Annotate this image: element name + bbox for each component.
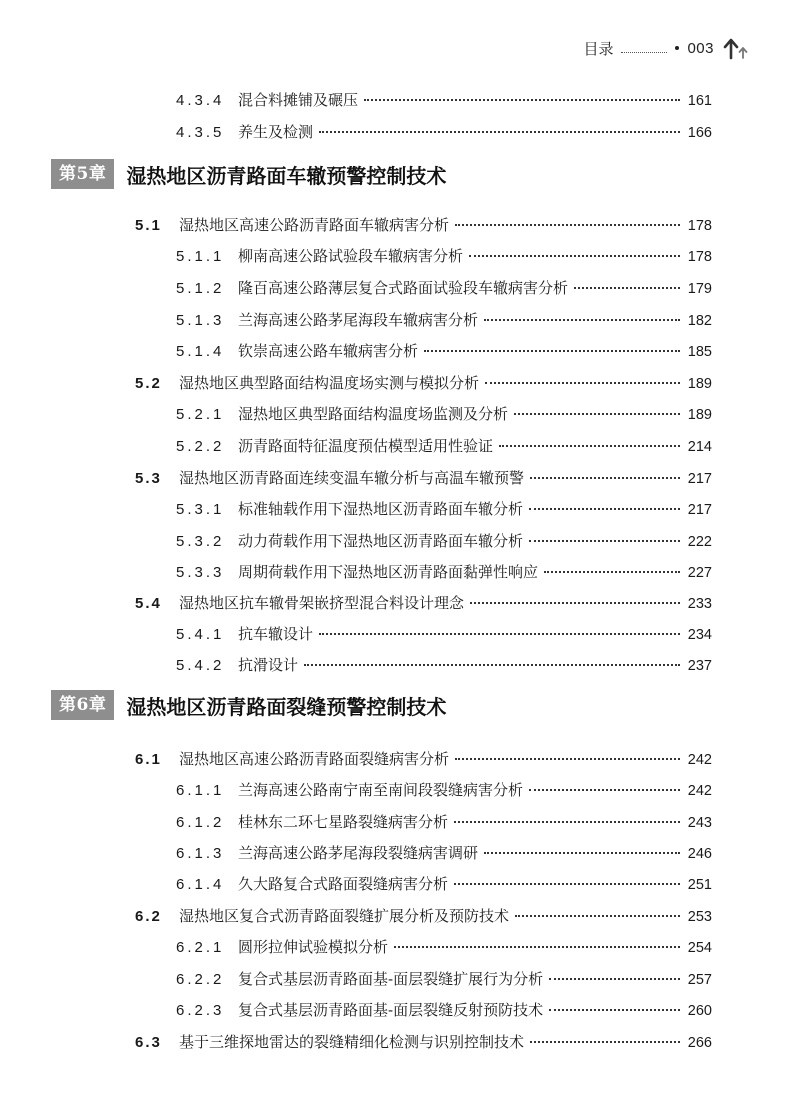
toc-subsection-entry[interactable] bbox=[176, 811, 712, 833]
entry-page-number: 182 bbox=[687, 313, 712, 329]
dot-leader bbox=[549, 1009, 680, 1011]
entry-page-number: 246 bbox=[687, 846, 712, 862]
entry-number: 6.1.4 bbox=[176, 876, 225, 893]
entry-title: 柳南高速公路试验段车辙病害分析 bbox=[238, 247, 464, 265]
entry-title: 周期荷载作用下湿热地区沥青路面黏弹性响应 bbox=[238, 563, 539, 581]
dot-leader bbox=[499, 445, 680, 447]
entry-title: 湿热地区典型路面结构温度场监测及分析 bbox=[238, 405, 509, 423]
entry-number: 5.3.3 bbox=[176, 564, 225, 581]
dot-leader bbox=[319, 131, 680, 133]
entry-page-number: 234 bbox=[687, 627, 712, 643]
entry-page-number: 178 bbox=[687, 218, 712, 234]
entry-title: 湿热地区抗车辙骨架嵌挤型混合料设计理念 bbox=[179, 594, 465, 612]
entry-page-number: 242 bbox=[687, 752, 712, 768]
chapter-title: 湿热地区沥青路面裂缝预警控制技术 bbox=[126, 694, 447, 719]
entry-number: 5.1.2 bbox=[176, 280, 225, 297]
entry-number: 5.3 bbox=[135, 470, 162, 487]
toc-subsection-entry[interactable] bbox=[176, 999, 712, 1021]
entry-title: 久大路复合式路面裂缝病害分析 bbox=[238, 875, 449, 893]
dot-leader bbox=[549, 978, 680, 980]
entry-title: 湿热地区高速公路沥青路面车辙病害分析 bbox=[179, 216, 450, 234]
entry-title: 钦崇高速公路车辙病害分析 bbox=[238, 342, 419, 360]
entry-title: 湿热地区典型路面结构温度场实测与模拟分析 bbox=[179, 374, 480, 392]
entry-title: 桂林东二环七星路裂缝病害分析 bbox=[238, 813, 449, 831]
dot-leader bbox=[304, 664, 680, 666]
dot-leader bbox=[394, 946, 680, 948]
entry-page-number: 251 bbox=[687, 877, 712, 893]
dot-leader bbox=[319, 633, 680, 635]
chapter-title: 湿热地区沥青路面车辙预警控制技术 bbox=[126, 163, 447, 188]
entry-page-number: 178 bbox=[687, 249, 712, 265]
entry-page-number: 260 bbox=[687, 1003, 712, 1019]
entry-page-number: 189 bbox=[687, 376, 712, 392]
entry-page-number: 166 bbox=[687, 125, 712, 141]
entry-number: 4.3.5 bbox=[176, 124, 225, 141]
entry-title: 沥青路面特征温度预估模型适用性验证 bbox=[238, 437, 494, 455]
entry-number: 6.1 bbox=[135, 751, 162, 768]
dot-leader bbox=[455, 758, 680, 760]
toc-subsection-entry[interactable] bbox=[176, 530, 712, 552]
entry-page-number: 179 bbox=[687, 281, 712, 297]
entry-title: 养生及检测 bbox=[238, 123, 314, 141]
entry-number: 5.4.2 bbox=[176, 657, 225, 674]
entry-page-number: 243 bbox=[687, 815, 712, 831]
header-bullet bbox=[675, 46, 679, 50]
entry-title: 标准轴载作用下湿热地区沥青路面车辙分析 bbox=[238, 500, 524, 518]
entry-page-number: 242 bbox=[687, 783, 712, 799]
dot-leader bbox=[530, 477, 680, 479]
dot-leader bbox=[574, 287, 680, 289]
entry-number: 6.1.2 bbox=[176, 814, 225, 831]
entry-title: 兰海高速公路茅尾海段裂缝病害调研 bbox=[238, 844, 479, 862]
entry-number: 4.3.4 bbox=[176, 92, 225, 109]
header-label: 目录 bbox=[583, 39, 614, 58]
entry-number: 5.1 bbox=[135, 217, 162, 234]
dot-leader bbox=[514, 413, 680, 415]
header-leader bbox=[621, 52, 667, 53]
entry-number: 6.2 bbox=[135, 908, 162, 925]
entry-title: 抗滑设计 bbox=[238, 656, 299, 674]
entry-number: 6.1.3 bbox=[176, 845, 225, 862]
entry-title: 兰海高速公路南宁南至南间段裂缝病害分析 bbox=[238, 781, 524, 799]
entry-number: 5.4 bbox=[135, 595, 162, 612]
toc-subsection-entry[interactable] bbox=[176, 121, 712, 143]
entry-number: 5.4.1 bbox=[176, 626, 225, 643]
entry-number: 6.3 bbox=[135, 1034, 162, 1051]
chapter-badge: 第5章 bbox=[51, 159, 114, 189]
toc-subsection-entry[interactable] bbox=[176, 277, 712, 299]
entry-page-number: 185 bbox=[687, 344, 712, 360]
toc-subsection-entry[interactable] bbox=[176, 435, 712, 457]
toc-section-entry[interactable] bbox=[135, 748, 712, 770]
dot-leader bbox=[484, 319, 680, 321]
toc-subsection-entry[interactable] bbox=[176, 340, 712, 362]
toc-subsection-entry[interactable] bbox=[176, 403, 712, 425]
entry-title: 湿热地区复合式沥青路面裂缝扩展分析及预防技术 bbox=[179, 907, 510, 925]
dot-leader bbox=[364, 99, 680, 101]
entry-page-number: 257 bbox=[687, 972, 712, 988]
dot-leader bbox=[529, 789, 680, 791]
entry-title: 动力荷载作用下湿热地区沥青路面车辙分析 bbox=[238, 532, 524, 550]
entry-title: 抗车辙设计 bbox=[238, 625, 314, 643]
entry-number: 5.3.2 bbox=[176, 533, 225, 550]
entry-page-number: 217 bbox=[687, 502, 712, 518]
dot-leader bbox=[469, 255, 680, 257]
toc-section-entry[interactable] bbox=[135, 592, 712, 614]
dot-leader bbox=[424, 350, 680, 352]
toc-subsection-entry[interactable] bbox=[176, 498, 712, 520]
entry-number: 5.2 bbox=[135, 375, 162, 392]
chapter-heading[interactable] bbox=[51, 690, 446, 720]
toc-section-entry[interactable] bbox=[135, 1031, 712, 1053]
entry-title: 湿热地区高速公路沥青路面裂缝病害分析 bbox=[179, 750, 450, 768]
entry-page-number: 233 bbox=[687, 596, 712, 612]
page-header bbox=[583, 36, 750, 60]
entry-title: 基于三维探地雷达的裂缝精细化检测与识别控制技术 bbox=[179, 1033, 525, 1051]
dot-leader bbox=[484, 852, 680, 854]
entry-number: 5.1.1 bbox=[176, 248, 225, 265]
entry-page-number: 254 bbox=[687, 940, 712, 956]
dot-leader bbox=[529, 540, 680, 542]
dot-leader bbox=[454, 821, 680, 823]
toc-subsection-entry[interactable] bbox=[176, 245, 712, 267]
entry-number: 5.1.3 bbox=[176, 312, 225, 329]
dot-leader bbox=[530, 1041, 680, 1043]
dot-leader bbox=[454, 883, 680, 885]
entry-number: 5.2.1 bbox=[176, 406, 225, 423]
dot-leader bbox=[485, 382, 680, 384]
dot-leader bbox=[544, 571, 680, 573]
entry-number: 6.2.3 bbox=[176, 1002, 225, 1019]
entry-page-number: 237 bbox=[687, 658, 712, 674]
toc-subsection-entry[interactable] bbox=[176, 89, 712, 111]
dot-leader bbox=[470, 602, 680, 604]
toc-section-entry[interactable] bbox=[135, 214, 712, 236]
dot-leader bbox=[455, 224, 680, 226]
entry-page-number: 217 bbox=[687, 471, 712, 487]
toc-section-entry[interactable] bbox=[135, 905, 712, 927]
entry-page-number: 253 bbox=[687, 909, 712, 925]
entry-page-number: 189 bbox=[687, 407, 712, 423]
toc-section-entry[interactable] bbox=[135, 467, 712, 489]
entry-title: 复合式基层沥青路面基-面层裂缝扩展行为分析 bbox=[238, 970, 544, 988]
entry-number: 6.1.1 bbox=[176, 782, 225, 799]
chapter-badge: 第6章 bbox=[51, 690, 114, 720]
toc-subsection-entry[interactable] bbox=[176, 936, 712, 958]
chapter-heading[interactable] bbox=[51, 159, 446, 189]
entry-page-number: 161 bbox=[687, 93, 712, 109]
entry-title: 兰海高速公路茅尾海段车辙病害分析 bbox=[238, 311, 479, 329]
dot-leader bbox=[529, 508, 680, 510]
entry-page-number: 266 bbox=[687, 1035, 712, 1051]
toc-subsection-entry[interactable] bbox=[176, 623, 712, 645]
entry-page-number: 227 bbox=[687, 565, 712, 581]
toc-subsection-entry[interactable] bbox=[176, 779, 712, 801]
entry-title: 隆百高速公路薄层复合式路面试验段车辙病害分析 bbox=[238, 279, 569, 297]
entry-number: 5.2.2 bbox=[176, 438, 225, 455]
entry-page-number: 222 bbox=[687, 534, 712, 550]
entry-title: 混合料摊铺及碾压 bbox=[238, 91, 359, 109]
toc-subsection-entry[interactable] bbox=[176, 873, 712, 895]
entry-number: 5.3.1 bbox=[176, 501, 225, 518]
entry-title: 圆形拉伸试验模拟分析 bbox=[238, 938, 389, 956]
dot-leader bbox=[515, 915, 680, 917]
entry-number: 5.1.4 bbox=[176, 343, 225, 360]
entry-number: 6.2.2 bbox=[176, 971, 225, 988]
entry-title: 湿热地区沥青路面连续变温车辙分析与高温车辙预警 bbox=[179, 469, 525, 487]
toc-subsection-entry[interactable] bbox=[176, 561, 712, 583]
toc-subsection-entry[interactable] bbox=[176, 842, 712, 864]
toc-subsection-entry[interactable] bbox=[176, 654, 712, 676]
toc-section-entry[interactable] bbox=[135, 372, 712, 394]
up-arrow-icon[interactable] bbox=[722, 36, 750, 60]
toc-subsection-entry[interactable] bbox=[176, 309, 712, 331]
header-page-number: 003 bbox=[687, 39, 714, 57]
entry-title: 复合式基层沥青路面基-面层裂缝反射预防技术 bbox=[238, 1001, 544, 1019]
entry-page-number: 214 bbox=[687, 439, 712, 455]
entry-number: 6.2.1 bbox=[176, 939, 225, 956]
toc-subsection-entry[interactable] bbox=[176, 968, 712, 990]
